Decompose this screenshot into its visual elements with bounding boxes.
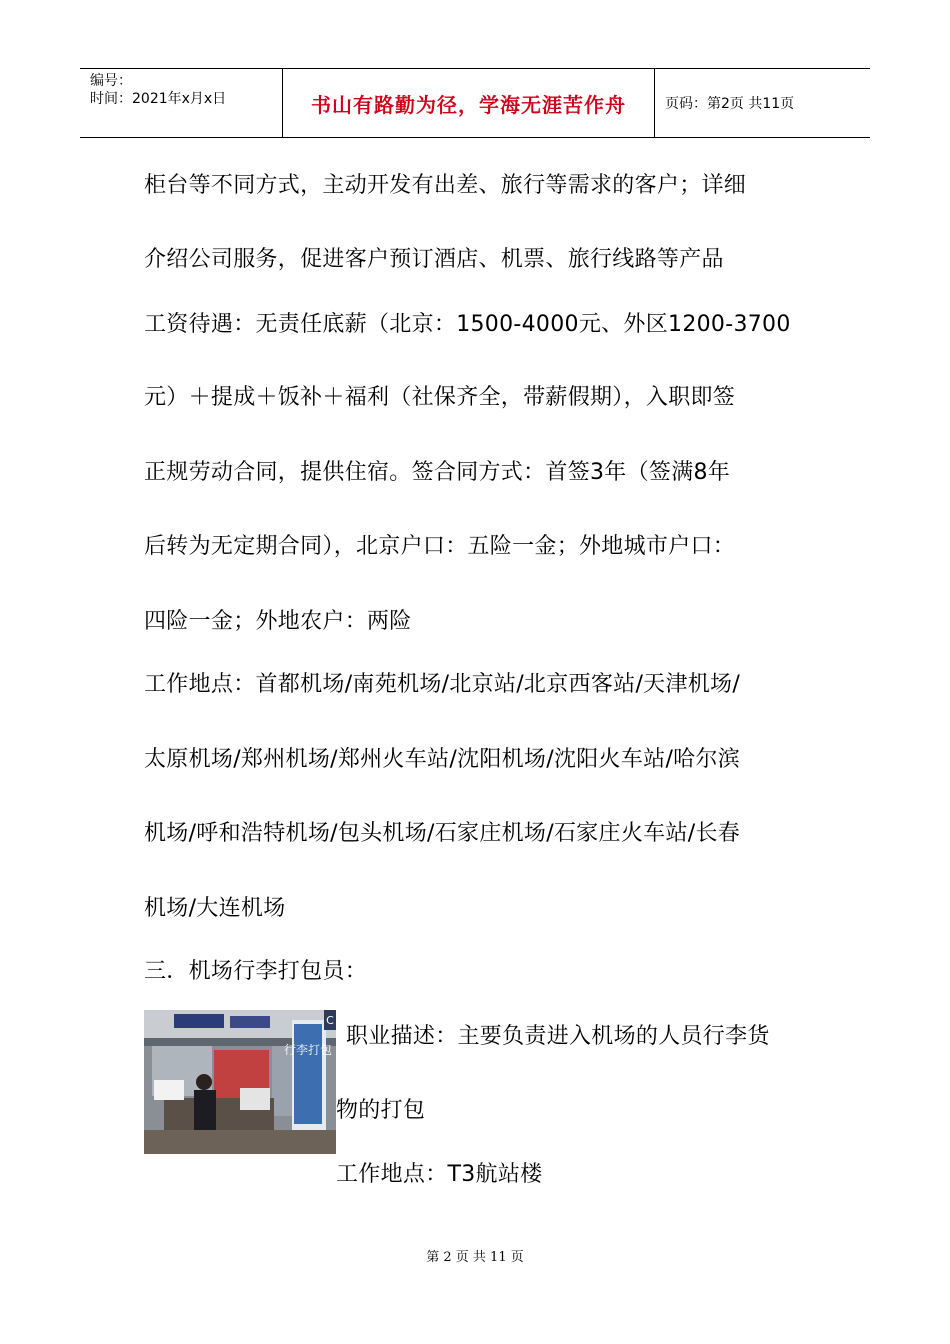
photo-gate-letter: C — [326, 1014, 334, 1027]
number-label: 编号： — [90, 73, 132, 89]
body-line: 介绍公司服务，促进客户预订酒店、机票、旅行线路等产品 — [144, 247, 724, 272]
body-line: 四险一金；外地农户：两险 — [144, 609, 412, 634]
page-footer: 第 2 页 共 11 页 — [426, 1250, 524, 1265]
job-description: 职业描述：主要负责进入机场的人员行李货 — [346, 1024, 770, 1049]
airport-packing-photo — [144, 1010, 336, 1154]
body-line: 柜台等不同方式，主动开发有出差、旅行等需求的客户；详细 — [144, 173, 747, 198]
header-page-cell — [655, 69, 870, 137]
job-description-continued: 物的打包 — [336, 1098, 426, 1123]
section-heading: 三．机场行李打包员： — [144, 959, 368, 984]
body-line: 正规劳动合同，提供住宿。签合同方式：首签3年（签满8年 — [144, 460, 731, 485]
motto-text: 书山有路勤为径，学海无涯苦作舟 — [311, 92, 626, 117]
work-location: 工作地点：T3航站楼 — [336, 1162, 543, 1187]
header-table — [80, 68, 870, 138]
body-line: 机场/呼和浩特机场/包头机场/石家庄机场/石家庄火车站/长春 — [144, 821, 741, 846]
body-line: 元）＋提成＋饭补＋福利（社保齐全，带薪假期），入职即签 — [144, 385, 736, 410]
body-line: 后转为无定期合同），北京户口：五险一金；外地城市户口： — [144, 534, 736, 559]
photo-sign-text: 行李打包 — [283, 1043, 333, 1057]
header-left-cell — [80, 69, 283, 137]
date-label: 时间：2021年x月x日 — [90, 91, 227, 107]
body-line: 太原机场/郑州机场/郑州火车站/沈阳机场/沈阳火车站/哈尔滨 — [144, 747, 741, 772]
body-line: 机场/大连机场 — [144, 896, 286, 921]
body-line: 工资待遇：无责任底薪（北京：1500-4000元、外区1200-3700 — [144, 312, 791, 337]
page-info: 页码：第2页 共11页 — [665, 96, 795, 112]
header-motto-cell — [283, 69, 655, 137]
body-line: 工作地点：首都机场/南苑机场/北京站/北京西客站/天津机场/ — [144, 672, 741, 697]
